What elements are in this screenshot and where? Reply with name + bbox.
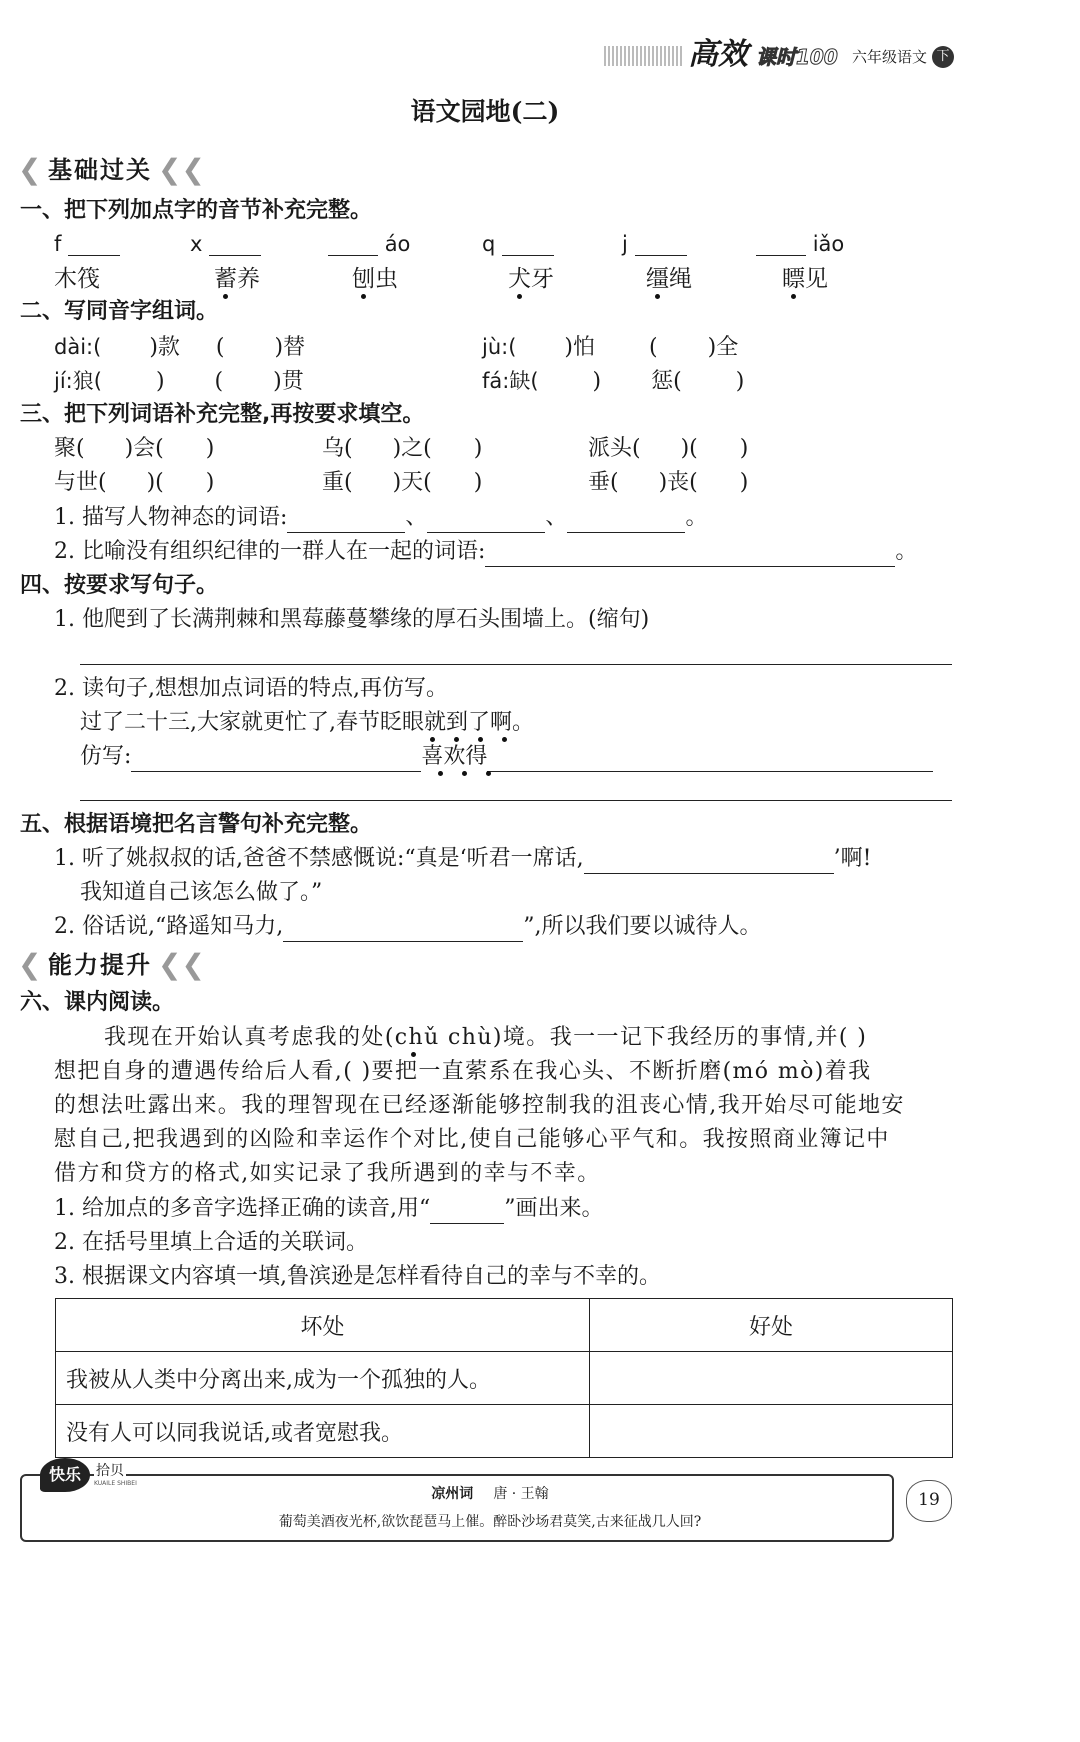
answer-blank[interactable] bbox=[567, 508, 685, 533]
section-label: 基础过关 bbox=[48, 156, 152, 184]
q2-suffix: )替 bbox=[274, 335, 306, 360]
passage-text: (chǔ chù)境。我一一记下我经历的事情,并( ) bbox=[384, 1025, 868, 1050]
q2-row1-left bbox=[54, 332, 305, 363]
q3-seg: ) bbox=[205, 436, 215, 461]
q1-word-1: 木筏 bbox=[54, 266, 100, 292]
answer-blank[interactable] bbox=[328, 231, 378, 256]
q2-suffix: ) bbox=[155, 369, 165, 394]
chevron-left-icon: ❮❮ bbox=[158, 948, 205, 981]
q3-seg: )( bbox=[680, 436, 698, 461]
emphasis-dot bbox=[462, 771, 467, 776]
q2-prefix: ( bbox=[649, 335, 658, 360]
q3-seg: ) bbox=[205, 470, 215, 495]
q6-heading: 六、课内阅读。 bbox=[20, 990, 175, 1015]
q1-pinyin-1 bbox=[54, 231, 120, 256]
q2-suffix: )全 bbox=[707, 335, 739, 360]
q2-suffix: )贯 bbox=[273, 369, 304, 394]
header-volume-badge: 下 bbox=[932, 46, 954, 68]
poem-text: 葡萄美酒夜光杯,欲饮琵琶马上催。醉卧沙场君莫笑,古来征战几人回? bbox=[278, 1514, 702, 1530]
q1-word-5: 缰绳 bbox=[646, 266, 692, 292]
example-emphasis: 眨眼就到 bbox=[380, 710, 469, 735]
q1-pinyin-2 bbox=[190, 231, 261, 256]
q1-word-4: 犬牙 bbox=[508, 266, 554, 292]
section-banner-ability bbox=[18, 948, 205, 982]
table-cell: 我被从人类中分离出来,成为一个孤独的人。 bbox=[56, 1352, 590, 1405]
page-title: 语文园地(二) bbox=[410, 97, 560, 126]
q1-pinyin-5 bbox=[622, 231, 687, 256]
q3-seg: ) bbox=[473, 436, 483, 461]
q3-seg: )会( bbox=[124, 436, 164, 461]
answer-blank[interactable] bbox=[635, 231, 687, 256]
emphasis-dot bbox=[517, 294, 522, 299]
q3-seg: ) bbox=[473, 470, 483, 495]
header-brand: 高效 bbox=[688, 37, 748, 72]
poem-title bbox=[0, 1484, 980, 1504]
pinyin-hint: f bbox=[54, 232, 62, 256]
pros-cons-table bbox=[55, 1298, 953, 1458]
q3-seg: )( bbox=[146, 470, 164, 495]
q3-heading: 三、把下列词语补充完整,再按要求填空。 bbox=[20, 402, 425, 427]
passage-line-4: 慰自己,把我遇到的凶险和幸运作个对比,使自己能够心平气和。我按照商业簿记中 bbox=[54, 1127, 890, 1152]
pinyin-hint: iǎo bbox=[812, 232, 845, 256]
task-text: ”画出来。 bbox=[504, 1196, 604, 1221]
answer-blank[interactable] bbox=[485, 542, 895, 567]
footer-badge-sub: KUAILE SHIBEI bbox=[94, 1480, 137, 1487]
q3-row1-group2 bbox=[322, 434, 482, 464]
table-cell: 没有人可以同我说话,或者宽慰我。 bbox=[56, 1405, 590, 1458]
q3-row2-group3 bbox=[588, 468, 748, 498]
answer-cell[interactable] bbox=[590, 1405, 953, 1458]
q3-row1-group1 bbox=[54, 434, 214, 464]
emphasis-dot bbox=[486, 771, 491, 776]
q1-pinyin-3 bbox=[328, 231, 410, 256]
emphasis-dot bbox=[655, 294, 660, 299]
q2-row1-right bbox=[482, 332, 738, 363]
q3-seg: )天( bbox=[392, 470, 432, 495]
q6-task3: 3. 根据课文内容填一填,鲁滨逊是怎样看待自己的幸与不幸的。 bbox=[54, 1264, 661, 1289]
q5-text: 1. 听了姚叔叔的话,爸爸不禁感慨说:“真是‘听君一席话, bbox=[54, 846, 584, 871]
q3-seg: ) bbox=[739, 470, 749, 495]
q2-stem: fá:缺( bbox=[482, 369, 539, 393]
q4-heading: 四、按要求写句子。 bbox=[20, 573, 219, 598]
poem-author: 唐 · 王翰 bbox=[493, 1486, 549, 1502]
chevron-left-icon: ❮ bbox=[18, 948, 42, 981]
passage-text: (mó mò)着我 bbox=[722, 1059, 872, 1084]
chevron-left-icon: ❮ bbox=[18, 153, 42, 186]
q6-task2: 2. 在括号里填上合适的关联词。 bbox=[54, 1230, 368, 1255]
q5-subq1-cont: 我知道自己该怎么做了。” bbox=[80, 880, 323, 905]
q4-imitate bbox=[80, 742, 933, 772]
footer-badge-label: 拾贝 bbox=[96, 1463, 124, 1479]
q2-stem: jù:( bbox=[482, 335, 517, 359]
q6-task1 bbox=[54, 1194, 603, 1224]
answer-blank[interactable] bbox=[427, 508, 545, 533]
q3-seg: 乌( bbox=[322, 436, 353, 461]
passage-line-1 bbox=[104, 1023, 867, 1053]
passage-emphasis: 处 bbox=[361, 1025, 385, 1050]
q2-row2-right bbox=[482, 366, 744, 397]
q3-subq1-label: 1. 描写人物神态的词语: bbox=[54, 505, 288, 530]
emphasis-dot bbox=[438, 771, 443, 776]
pinyin-hint: áo bbox=[384, 232, 411, 256]
chevron-left-icon: ❮❮ bbox=[158, 153, 205, 186]
answer-blank[interactable] bbox=[131, 747, 421, 772]
separator: 、 bbox=[545, 505, 568, 530]
q1-word-6: 瞟见 bbox=[782, 266, 828, 292]
q2-prefix: ( bbox=[214, 369, 224, 394]
q3-row2-group2 bbox=[322, 468, 482, 498]
q2-prefix: 惩( bbox=[651, 369, 682, 394]
answer-blank[interactable] bbox=[68, 231, 120, 256]
answer-blank[interactable] bbox=[502, 231, 554, 256]
q3-seg: 派头( bbox=[588, 436, 641, 461]
q3-subq2 bbox=[54, 537, 917, 567]
q5-text: ”,所以我们要以诚待人。 bbox=[523, 914, 762, 939]
q1-pinyin-6 bbox=[756, 231, 844, 256]
passage-text: 我现在开始认真考虑我的 bbox=[104, 1025, 362, 1050]
footer-badge: 快乐 bbox=[40, 1458, 90, 1492]
answer-line[interactable] bbox=[80, 664, 952, 665]
q3-subq2-label: 2. 比喻没有组织纪律的一群人在一起的词语: bbox=[54, 539, 486, 564]
q2-stem: dài:( bbox=[54, 335, 102, 359]
answer-cell[interactable] bbox=[590, 1352, 953, 1405]
q3-seg: 聚( bbox=[54, 436, 85, 461]
passage-emphasis: 磨 bbox=[699, 1059, 723, 1084]
q5-subq2 bbox=[54, 912, 761, 942]
period: 。 bbox=[685, 505, 708, 530]
table-row bbox=[56, 1352, 953, 1405]
table-row bbox=[56, 1405, 953, 1458]
answer-blank[interactable] bbox=[283, 917, 523, 942]
answer-blank[interactable] bbox=[756, 231, 806, 256]
q5-heading: 五、根据语境把名言警句补充完整。 bbox=[20, 812, 373, 837]
q4-subq2: 2. 读句子,想想加点词语的特点,再仿写。 bbox=[54, 676, 448, 701]
separator: 、 bbox=[405, 505, 428, 530]
emphasis-dot bbox=[223, 294, 228, 299]
header-grade: 六年级语文 bbox=[852, 48, 928, 66]
q2-prefix: ( bbox=[215, 335, 225, 360]
passage-line-3: 的想法吐露出来。我的理智现在已经逐渐能够控制我的沮丧心情,我开始尽可能地安 bbox=[54, 1093, 905, 1118]
q5-text: 2. 俗话说,“路遥知马力, bbox=[54, 914, 284, 939]
q1-word-3: 刨虫 bbox=[352, 266, 398, 292]
underline-sample bbox=[430, 1199, 504, 1224]
table-header: 坏处 bbox=[56, 1299, 590, 1352]
passage-line-5: 借方和贷方的格式,如实记录了我所遇到的幸与不幸。 bbox=[54, 1161, 601, 1186]
answer-blank[interactable] bbox=[584, 849, 834, 874]
section-label: 能力提升 bbox=[48, 951, 152, 979]
q5-text: ’啊! bbox=[833, 846, 872, 871]
table-header: 好处 bbox=[590, 1299, 953, 1352]
example-text: 了啊。 bbox=[468, 710, 535, 735]
header-series: 课时100 bbox=[756, 45, 838, 69]
q2-suffix: )怕 bbox=[564, 335, 596, 360]
q2-suffix: ) bbox=[735, 369, 745, 394]
pinyin-hint: j bbox=[622, 232, 628, 256]
q2-suffix: )款 bbox=[149, 335, 180, 360]
passage-line-2 bbox=[54, 1057, 872, 1087]
answer-blank[interactable] bbox=[487, 747, 933, 772]
task-text: 1. 给加点的多音字选择正确的读音,用“ bbox=[54, 1196, 431, 1221]
example-text: 过了二十三,大家就更忙了,春节 bbox=[80, 710, 380, 735]
q1-word-2: 蓄养 bbox=[214, 266, 260, 292]
q3-seg: )丧( bbox=[658, 470, 698, 495]
answer-line[interactable] bbox=[80, 800, 952, 801]
pinyin-hint: x bbox=[190, 232, 203, 256]
period: 。 bbox=[895, 539, 918, 564]
pinyin-hint: q bbox=[482, 232, 496, 256]
q5-subq1 bbox=[54, 844, 871, 874]
q3-row2-group1 bbox=[54, 468, 214, 498]
q3-seg: 垂( bbox=[588, 470, 619, 495]
table-header-row bbox=[56, 1299, 953, 1352]
page-number: 19 bbox=[918, 1490, 940, 1510]
q4-example bbox=[80, 708, 534, 738]
answer-blank[interactable] bbox=[287, 508, 405, 533]
imitate-given: 喜欢得 bbox=[421, 744, 488, 769]
poem-title-text: 凉州词 bbox=[431, 1486, 474, 1502]
q3-seg: 与世( bbox=[54, 470, 107, 495]
imitate-label: 仿写: bbox=[80, 744, 132, 769]
q3-subq1 bbox=[54, 503, 707, 533]
q2-heading: 二、写同音字组词。 bbox=[20, 299, 219, 324]
answer-blank[interactable] bbox=[209, 231, 261, 256]
q3-seg: )之( bbox=[392, 436, 432, 461]
q3-seg: ) bbox=[739, 436, 749, 461]
emphasis-dot bbox=[361, 294, 366, 299]
q3-seg: 重( bbox=[322, 470, 353, 495]
passage-text: 想把自身的遭遇传给后人看,( )要把一直萦系在我心头、不断折 bbox=[54, 1059, 700, 1084]
q1-pinyin-4 bbox=[482, 231, 554, 256]
q4-subq1: 1. 他爬到了长满荆棘和黑莓藤蔓攀缘的厚石头围墙上。(缩句) bbox=[54, 607, 650, 632]
q2-stem: jí:狼( bbox=[54, 369, 102, 393]
header-decoration bbox=[604, 46, 684, 66]
q3-row1-group3 bbox=[588, 434, 748, 464]
q2-row2-left bbox=[54, 366, 304, 397]
section-banner-basics bbox=[18, 153, 205, 187]
q1-heading: 一、把下列加点字的音节补充完整。 bbox=[20, 198, 373, 223]
emphasis-dot bbox=[791, 294, 796, 299]
q2-suffix: ) bbox=[592, 369, 602, 394]
